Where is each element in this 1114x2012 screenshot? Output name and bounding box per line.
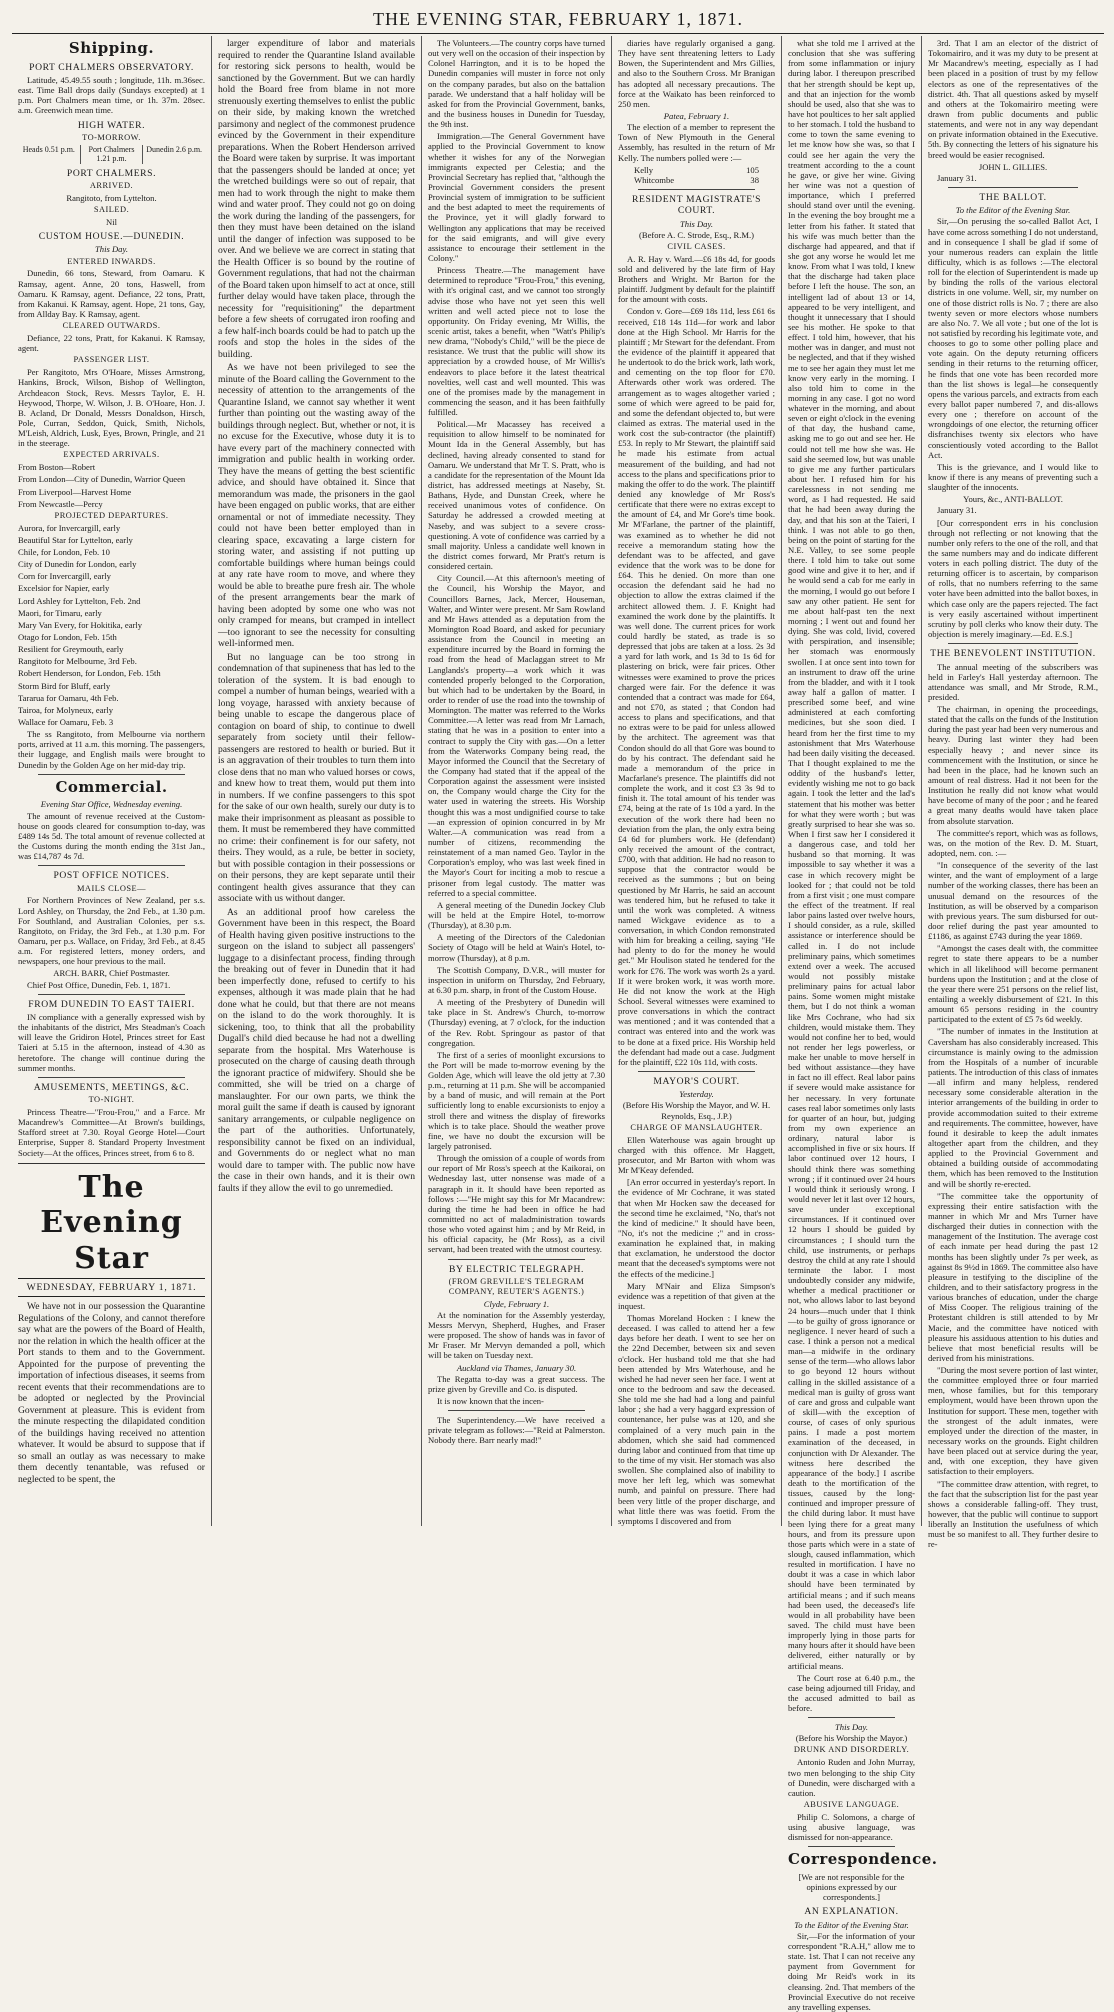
divider [638, 189, 755, 190]
leader-text: We have not in our possession the Quarantine Regulations of the Colony, and cannot therefore say what are the powers of the Board of Health, nor the relation in which the health officer at the Port stands to them and to the Government. Appointed for the purpose of preventing the importation of infectious diseases, it seems from recent events that their recommendations are to be adopted or neglected by the Provincial Government at pleasure. This is evident from the minute respecting the dilapidated condition of the buildings having received no attention whatever. It would be absurd to suppose that if so small an outlay as was necessary to make them decently tenantable, was refused or neglected to be spent, the [18, 1301, 205, 1485]
list-item: Wallace for Oamaru, Feb. 3 [18, 716, 114, 727]
superintendency-text: The Superintendency.—We have received a private telegram as follows:—"Reid at Palmerston. Nobody there. Barr nearly mad!" [428, 1415, 605, 1446]
list-item: Beautiful Star for Lyttelton, early [18, 534, 133, 545]
arrived-label: ARRIVED. [89, 180, 134, 190]
list-item: Aurora, for Invercargill, early [18, 522, 121, 533]
letter-date: January 31. [937, 172, 977, 183]
drunk-heading: DRUNK AND DISORDERLY. [793, 1745, 910, 1755]
ballot-date: January 31. [937, 505, 977, 516]
clyde-text: At the nomination for the Assembly yesterday, Messrs Mervyn, Shepherd, Hughes, and Fraser were proposed. The show of hands was in favor of Mr Fraser. Mr Mervyn demanded a poll, which will be taken on Tuesday next. [428, 1309, 605, 1361]
commercial-text: The amount of revenue received at the Custom-house on goods cleared for consumption to-day, was £489 14s 5d. The total amount of revenue collected at the Customs during the month ending the 31st Jan., was £14,787 4s 7d. [18, 810, 205, 862]
paragraph: "The committee take the opportunity of expressing their entire satisfaction with the manner in which Mr and Mrs Turner have discharged their duties in connection with the management of the Institution. The average cost of each inmate per head during the past 12 months has been slightly under 7s per week, as against 8s 9½d in 1869. The committee also have pleasure in testifying to the discipline of the children, and to their satisfactory progress in the various branches of education, under the charge of Miss Cooper. The religious training of the Protestant children is still attended to by Mr Macie, and the committee have noticed with pleasure his assiduous attention to his duties and believe that most beneficial results will be derived from his ministrations. [928, 1190, 1098, 1363]
explanation-text: Sir,—For the information of your correspondent "R.A.H," allow me to state. 1st. That I can not receive any payment from Government for doing Mr Reid's work in its cleansing. 2nd. That members of the Provincial Executive do not receive any travelling expenses. [788, 1930, 915, 2012]
paragraph: The annual meeting of the subscribers was held in Farley's Hall yesterday afternoon. The attendance was small, and Mr Strode, R.M., presided. [928, 661, 1098, 702]
auckland-text: The Regatta to-day was a great success. The prize given by Greville and Co. is disputed. [428, 1373, 605, 1394]
postmaster-signature: ARCH. BARR, Chief Postmaster. [53, 968, 170, 979]
this-day-label: This Day. [95, 244, 128, 255]
signature: JOHN L. GILLIES. [978, 161, 1048, 172]
candidate-votes: 38 [750, 174, 759, 185]
sailed-text: Nil [106, 216, 117, 227]
column-2 [212, 36, 422, 1526]
list-item: Tairoa, for Molyneux, early [18, 704, 114, 715]
paragraph: Thomas Moreland Hocken : I knew the deceased. I was called to attend her a few days before her death. I went to see her on the 22nd December, between six and seven o'clock. Her husband told me that she had been attended by Mrs Waterhouse, and he wished he had never seen her face. I went at once to the bedroom and saw the deceased. She told me she had had a long and painful labor ; she had a very haggard expression of countenance, her pulse was at 120, and she complained of a very much pain in the abdomen, which she said had commenced during labor and continued from that time up to the time of my visit. Her stomach was also swollen. She complained also of inability to move her left leg, which was somewhat numb, and painful on pressure. There had been very little of the proper discharge, and what little there was was foetid. From the symptoms I discovered and from [618, 1313, 775, 1526]
auckland-dateline: Auckland via Thames, January 30. [456, 1362, 577, 1373]
paragraph: "The committee draw attention, with regret, to the fact that the subscription list for the past year shows a considerable falling-off. They trust, however, that the public will continue to support liberally an Institution the usefulness of which must be so manifest to all. They further desire to re- [928, 1478, 1098, 1550]
list-item: Lord Ashley for Lyttelton, Feb. 2nd [18, 595, 141, 606]
explanation-continued: 3rd. That I am an elector of the district of Tokomairiro, and it was my duty to be present at Mr Macandrew's meeting, especially as I had been placed in a position of trust by my fellow electors as one of the representatives of the district. 4th. That all questions asked by myself and others at the Tokomairiro meeting were drawn from public documents and public statements, and were not in any way dependant on private information obtained in the Executive. 5th. By connecting the letters of his signature his breed would be easier recognised. [928, 38, 1098, 160]
passenger-list-label: PASSENGER LIST. [73, 355, 150, 365]
auckland-text-2: It is now known that the incen- [437, 1395, 544, 1406]
list-item: From London—City of Dunedin, Warrior Queen [18, 474, 186, 485]
paragraph: Ellen Waterhouse was again brought up charged with this offence. Mr Haggett, prosecutor, and Mr Barton with whom was Mr M'Keay defended. [618, 1134, 775, 1176]
paragraph: "The number of inmates in the Institution at Caversham has also considerably increased. This circumstance is mainly owing to the admission from the Hospitals of a number of incurable patients. The introduction of this class of inmates—all infirm and many helpless, rendered necessary some considerable alteration in the interior arrangements of the building in order to provide accommodation suited to their extreme and requirements. The committee, however, have found it desirable to keep the adult inmates altogether apart from the children, and they applied to the Provincial Government and obtained a building outside of accommodating them, which has been removed to the Institution and will be shortly re-erected. [928, 1026, 1098, 1189]
leader-article [18, 1301, 205, 1485]
paragraph: "During the most severe portion of last winter, the committee employed three or four married men, whose families, but for this temporary employment, would have been thrown upon the Institution for support. These men, together with the strongest of the adult inmates, were employed under the direction of the master, in necessary works on the grounds. Eight children have been placed out at service during the year, and, with one exception, they have given satisfaction to their employers. [928, 1365, 1098, 1477]
expected-heading: EXPECTED ARRIVALS. [63, 450, 160, 460]
projected-heading: PROJECTED DEPARTURES. [54, 510, 169, 520]
paper-date: WEDNESDAY, FEBRUARY 1, 1871. [18, 1278, 205, 1297]
divider [638, 1071, 755, 1072]
list-item: Mary Van Every, for Hokitika, early [18, 619, 143, 630]
mails-text: For Northern Provinces of New Zealand, per s.s. Lord Ashley, on Thursday, the 2nd Feb., at 1.30 p.m. For Southland, and Australian Colonies, per s.s. Rangitoto, on Friday, the 3rd Feb., at 1.30 p.m. For Oamaru, per p.s. Wallace, on Friday, 3rd Feb., at 8.45 a.m. For registered letters, money orders, and newspapers, one hour previous to the mail. [18, 895, 205, 967]
paragraph: A general meeting of the Dunedin Jockey Club will be held at the Empire Hotel, to-morrow (Thursday), at 8.30 p.m. [428, 899, 605, 931]
paragraph: As we have not been privileged to see the minute of the Board calling the Government to the necessity of attention to the arrangements of the Quarantine Island, we cannot say whether it went further than pointing out the wasting away of the buildings through neglect. But, whether or not, it is no excuse for the Executive, whose duty it is to have every part of the machinery connected with immigration and public health in working order. They have the means of getting the best scientific advice, and should have obtained it. Since that memorandum was made, the prisoners in the gaol have been engaged on public works, that are either ornamental or not of immediate necessity. They could not have been better employed than in clearing space, excavating a large cistern for storing water, and assisting if not putting up comfortable buildings where human beings could at any rate have room to move, and where they would be able to breathe pure fresh air. The whole of the present arrangements bear the mark of having been adopted by some one who was not only cramped for means, but cramped in intellect—too ignorant to see the necessity for consulting well-informed men. [218, 362, 415, 649]
paragraph: larger expenditure of labor and materials required to render the Quarantine Island available for restoring sick persons to health, would be sanctioned by the Government. But we can hardly hold the Board free from blame in not more strenuously exerting themselves to enlist the public on their side, by making known the wretched parsimony and neglect of the commonest prudence evinced by the Government in their expenditure preparations. When the Robert Henderson arrived the Board were taken by surprise. It was important that the passengers should be landed at once; yet the wretched buildings were so out of repair, that men had to work through the night to make them wind and water proof. They could not go on doing the work during the landing of the passengers, for then they must have been detained on the island until the danger of infection was supposed to be over. And we believe we are correct in stating that the Health Officer is so bound by the routine of Government regulations, that had not the chairman of the Board taken upon himself to act at once, still further delay would have taken place, through the necessity for "requisitioning" the department before a few sheets of corrugated iron roofing and a few half-inch boards could be had to patch up the roofs and stop the holes in the sides of the building. [218, 38, 415, 360]
paragraph: The chairman, in opening the proceedings, stated that the calls on the funds of the Institution during the past year had been very numerous and heavy. During last winter they had been especially heavy ; and never since its commencement with the Institution, or since he had been in the place, had he known such an amount of real distress. Had it not been for the Institution he really did not know what would have become of many of the poor ; and he feared a great many deaths would have taken place from absolute starvation. [928, 704, 1098, 826]
column-6 [922, 36, 1104, 1550]
civil-cases-label: CIVIL CASES. [667, 241, 726, 251]
candidate-name: Whitcombe [634, 174, 675, 185]
observatory-heading: PORT CHALMERS OBSERVATORY. [29, 61, 194, 73]
mayors-court-day: Yesterday. [679, 1089, 714, 1100]
leader-continued [218, 38, 415, 1194]
list-item: From Liverpool—Harvest Home [18, 486, 132, 497]
rmc-before: (Before A. C. Strode, Esq., R.M.) [638, 229, 755, 240]
paragraph: But no language can be too strong in condemnation of that supineness that has led to the toleration of the system. It is bad enough to compel a number of human beings, wearied with a long voyage, harassed with anxiety because of being unable to escape the dangerous place of contagion on board of ship, to continue to dwell separately from society until their fellow-passengers are restored to health or buried. But it is an aggravation of their troubles to turn them into close dens that no man who valued horses or cows, and knew how to treat them, would put them into in numbers. If we confine passengers to this spot for the sake of our own health, surely our duty is to make their imprisonment as pleasant as possible to them. It must be remembered they have committed no crime: their confinement is for our safety, not theirs. They would, as a rule, be better in society, but with possible contagion in their possessions or on their persons, they are kept separate until their contingent health gives assurance that they can associate with us without danger. [218, 651, 415, 904]
port-heading: PORT CHALMERS. [66, 167, 157, 179]
list-item: City of Dunedin for London, early [18, 559, 137, 570]
divider [808, 1717, 895, 1718]
paragraph: A meeting of the Directors of the Caledonian Society of Otago will be held at Wain's Hotel, to-morrow (Thursday), at 8 p.m. [428, 932, 605, 963]
divider [808, 1846, 895, 1847]
paragraph: The Court rose at 6.40 p.m., the case being adjourned till Friday, and the accused admitted to bail as before. [788, 1672, 915, 1714]
drunk-text: Antonio Ruden and John Murray, two men belonging to the ship City of Dunedin, were discharged with a caution. [788, 1757, 915, 1798]
cleared-outwards-label: CLEARED OUTWARDS. [62, 321, 161, 331]
tide-table [18, 145, 205, 164]
list-item: From Boston—Robert [18, 462, 96, 473]
outwards-text: Defiance, 22 tons, Pratt, for Kakanui. K Ramsay, agent. [18, 333, 205, 354]
charge-heading: CHARGE OF MANSLAUGHTER. [630, 1122, 763, 1132]
expected-list [18, 462, 205, 509]
projected-list [18, 523, 205, 727]
divider [948, 187, 1078, 188]
telegraph-continued: diaries have regularly organised a gang. They have sent threatening letters to Lady Bowen, the Superintendent and Mrs Gillies, and also to the Southern Cross. Mr Branigan has adopted all necessary precautions. The force at the Waikato has been reinforced to 250 men. [618, 38, 775, 109]
benevolent-heading: THE BENEVOLENT INSTITUTION. [930, 648, 1096, 660]
divider [38, 994, 185, 995]
poll-row [634, 175, 759, 185]
paragraph: what she told me I arrived at the conclusion that she was suffering from some inflammation or injury during labor. I thereupon prescribed that her strength should be kept up, and that an injection for the womb should be used, also that she was to have hot poultices to her salt applied to her stomach. I told the husband to come to town the same evening to let me know how she was, so that I could see her again the very the treatment according to the a count he gave, or give her wine. Giving her wine was not a question of importance, which I preferred should stand over until the evening. In the evening the boy brought me a letter from his father. It stated that his wife was much better than the discharge had appeared, and that if she got any worse he would let me know. From what I was told, I knew that the discharge had taken place before I left the house. The son, an intelligent lad of about 13 or 14, appeared to be very intelligent, and thought it unnecessary that I should see his mother. He spoke to that effect. I told him, however, that his mother was in danger, and must not be neglected, and that if they wished me to see her again they must let me know very early in the morning. I also told him to come in the morning in any case. I got no word whatever in the morning, and about seven or eight o'clock in the evening of that day, the husband came, asking me to go out and see her. He could not tell me how she was. He said she seemed low, but was unable to give me any further particulars about her. I refused him for his carelessness in not sending me word, as I had requested. He said that he had been away during the day, and that his son at the Taieri, I think. I was not able to go then, being on the point of starting for the N.E. Valley, to see some people there. I told him to take out some good wine and give it to her, and if he would send a cab for me early in the morning, I would go out before I saw any other patient. He sent for me about half-past ten the next morning ; I went out and found her dying. She was cold, livid, covered with perspiration, and insensible; her stomach was enormously swollen. I at once sent into town for an instrument to draw off the urine from the bladder, and with it I took away half a gallon of matter. I prescribed some beef, and wine administered at each comforting medicines, but she soon died. I heard from her the first time to my astonishment that Mrs Waterhouse had been daily visiting the deceased. That I thought explained to me the oddity of the husband's letter, evidently wishing me not to go back again. I took the letter and the lad's statement that his mother was better for what they were worth ; but was greatly surprised to hear she was so. When I first saw her I considered it a dangerous case, and told her husband so that morning. It was impossible to say whether it was a case in which recovery might be looked for ; that could not be told from a first visit ; one must compare the effect of the treatment. If real labor pains lasted over twelve hours, I should consider, as a rule, skilled assistance or interference should be called in. I do not include preliminary pains, which sometimes extend over a week. The accused would not possibly mistake preliminary pains for actual labor pains. Some women might mistake them, but I do not think a woman like Mrs Cochrane, who had six children, would mistake them. They would not confine her to bed, would not render her legs powerless, or make her unable to move herself in bed without assistance—they have in fact no ill effect. Real labor pains if severe would make assistance for her necessary. In very fortunate cases real labor sometimes only lasts for quarter of an hour, but, judging from my own experience an ordinary, natural labor is accomplished in five or six hours. If labor continued over 12 hours, I should think there was something wrong ; if it continued over 24 hours I would think it seriously wrong. I would never let it last over 12 hours, save under exceptional circumstances. If it continued over 12 hours I should be guided by circumstances ; I should turn the child, use instruments, or perhaps destroy the child at any rate I should terminate the labor. I most undoubtedly consider any midwife, whether a medical practitioner or not, who allows labor to last beyond 24 hours—much under that I think—to be guilty of gross ignorance or negligence. I never heard of such a case. I think a person not a medical man—a midwife in the ordinary sense of the term—who allows labor to go beyond 12 hours without calling in the skilled assistance of a medical man is guilty of gross want of care and gross and culpable want of skill—with the exception of course, of cases of only spurious pains. I made a post mortem examination of the deceased, in conjunction with Dr Alexander. The witness here described the appearance of the body.] I ascribe death to the mortification of the tissues, caused by the long-continued and improper pressure of the child during labor. It must have been lying there for a great many hours, and from its pressure upon those parts which were in a state of slough, caused inflammation, which resulted in mortification. I have no doubt it was a case in which labor should have been terminated by artificial means ; and if such means had been used, the deceased's life would in all probability have been saved. The child must have been improperly lying in those parts for many hours after it should have been delivered, either naturally or by artificial means. [788, 38, 915, 1671]
today-before: (Before his Worship the Mayor.) [795, 1733, 908, 1744]
paragraph: A. R. Hay v. Ward.—£6 18s 4d, for goods sold and delivered by the late firm of Hay Brothers and Wright. Mr Barton for the plaintiff. Judgment by default for the plaintiff for the amount with costs. [618, 253, 775, 305]
divider [448, 1259, 585, 1260]
patea-dateline: Patea, February 1. [663, 110, 730, 121]
paragraph: Princess Theatre.—The management have determined to reproduce "Frou-Frou," this evening, with it's original cast, and we cannot too strongly advise those who have not yet seen this well written and well acted piece not to lose the opportunity. On Friday evening, Mr Willis, the scenic artist, takes a benefit, when "Watt's Philip's new drama, "Nobody's Child," will be the piece de resistance. We trust that the public will show its appreciation by a crowded house, of Mr Willis's endeavors to place before it the latest theatrical novelties, well cast and well mounted. This was one of the promises made by the management in commencing the season, and it has been faithfully fulfilled. [428, 265, 605, 418]
observatory-text: Latitude, 45.49.55 south ; longitude, 11h. m.36sec. east. Time Ball drops daily (Sundays excepted) at 1 p.m. Port Chalmers mean time, or 1h. 37m. 28sec. a.m. Greenwich mean time. [18, 75, 205, 116]
divider [38, 1077, 185, 1078]
paragraph: A meeting of the Presbytery of Dunedin will take place in St. Andrew's Church, to-morrow (Thursday) evening, at 7 o'clock, for the induction of the Rev. Robt. Springour as pastor of that congregation. [428, 997, 605, 1048]
tide-dunedin: Dunedin 2.6 p.m. [146, 144, 203, 154]
paragraph: City Council.—At this afternoon's meeting of the Council, his Worship the Mayor, and Councillors Barnes, Jack, Mercer, Houseman, Walter, and Winter were present. Mr Sam Rowland and Mr Haws attended as a deputation from the Mornington Road Board, and asked for pecuniary assistance from the Council in meeting an expenditure incurred by the Board in forming the road from the head of Maclaggan street to Mr Langlands's property—a work which it was contended properly belonged to the Corporation, but which had to be undertaken by the Board, in order to render of use the road into the township of Mornington. The matter was referred to the Works Committee.—A letter was read from Mr Larnach, stating that he was in a position to enter into a contract to supply the City with gas.—On a letter from the Waterworks Company being read, the Mayor informed the Council that the Secretary of the Company had stated that if the appeal of the Corporation against the assessment were insisted on, the Company would charge the City for the water used in watering the streets. His Worship thought this was a most undignified course to take—an expression of opinion concurred in by Mr Walter.—A communication was read from a number of citizens, recommending the reinstatement of a man named Geo. Taylor in the Corporation's employ, who was last week fined in the Mayor's Court for inciting a mob to rescue a prisoner from legal custody. The matter was referred to a special committee. [428, 573, 605, 898]
list-item: Otago for London, Feb. 15th [18, 631, 117, 642]
editor-note: [Our correspondent errs in his conclusion through not reflecting or not knowing that the number only refers to the one of the roll, and that the same numbers may and do indicate different voters in each polling district. The duty of the returning officer is to ascertain, by comparison of rolls, that no numbers referring to the same voter have been admitted into the ballot boxes, in which case only are the papers rejected. The fact is very easily ascertained without impertinent scrutiny by poll clerks who know their duty. The objection is merely imaginary.—Ed. E.S.] [928, 517, 1098, 640]
paragraph: Condon v. Gore—£69 18s 11d, less £61 6s received, £18 14s 11d—for work and labor done at the High School. Mr Harris for the plaintiff ; Mr Stewart for the defendant. From the evidence of the plaintiff it appeared that he undertook to do the brick work, lath work, and cementing on the top floor for £70. Afterwards other work was ordered. The arrangement as to wages altogether varied ; some of which were agreed to be paid for, and some the defendant objected to, but were claimed as extras. The material used in the work cost the sub-contractor (the plaintiff) £53. In reply to Mr Stewart, the plaintiff said he made his estimate from actual measurement of the building, and had not access to the plans and specifications prior to making the offer to do the work. The plaintiff denied any knowledge of Mr Ross's certificate that there were no extras except to the amount of £4, and Mr Gore's time book. Mr M'Farlane, the partner of the plaintiff, was examined as to whether he did not receive a memorandum stating how the defendant was to be affected, and gave evidence that the work was to be done for £64. This he denied. On more than one occasion the defendant said he had no objection to allow the extras claimed if the architect allowed them. J. F. Knight had examined the work done by the plaintiffs. It was well done. The current prices for work could hardly be stated, as trade is so depressed that jobs are taken at a loss. 2s 3d a yard for lath work, and 1s 3d to 1s 6d for plastering on brick, were fair prices. Other witnesses were examined to prove the prices charged were fair. For the defence it was contended that a contract was made for £64, and not £70, as stated ; that Condon had access to plans and specifications, and that no extras were to be paid for unless allowed by the architect. The agreement was that Condon should do all that Gore was bound to do by his contract. The defendant said he made a memorandum of the price in Macfarlane's presence. The plaintiffs did not complete the work, and it cost £3 3s 9d to finish it. The total amount of his tender was £74, being at the rate of 1s 10d a yard. In the execution of the work there had been no deviation from the plan, the only extra being £4 6d for plumbers work. He (defendant) only received the amount of the contract, £700, with that addition. He had no reason to suppose that the contractor would be received as the summons ; but on being questioned by Mr Harris, he said an account was tendered him, but he refused to take it until the work was completed. A witness named Wickgave evidence as to a conversation, in which Condon remonstrated with him for breaking a ceiling, saying "He had plenty to do for the money he would get." Mr Houlison stated he tendered for the work for £76. The work was worth 2s a yard. If it were broken work, it was worth more. He did not know the work at the High School. Several witnesses were examined to prove conversations in which the contract was mentioned ; and it was contended that a contract was entered into and the work was to be done at a fixed price. His Worship held the defendant had made out a case. Judgment for the plaintiff, £22 10s 11d, with costs. [618, 306, 775, 1067]
tide-heads: Heads 0.51 p.m. [18, 145, 81, 164]
mails-close-label: MAILS CLOSE— [76, 883, 147, 893]
paragraph: The committee's report, which was as follows, was, on the motion of the Rev. D. M. Stuart, adopted, nem. con. :— [928, 827, 1098, 859]
tonight-label: TO-NIGHT. [88, 1095, 135, 1105]
tide-port: Port Chalmers 1.21 p.m. [81, 145, 144, 164]
post-heading: POST OFFICE NOTICES. [53, 870, 170, 882]
clyde-dateline: Clyde, February 1. [483, 1298, 550, 1309]
candidate-votes: 105 [746, 164, 759, 175]
list-item: Maori, for Timaru, early [18, 607, 102, 618]
paragraph: Immigration.—The General Government have applied to the Provincial Government to know whether it wishes for any of the Norwegian immigrants expected per Celestia; and the Provincial Secretary has replied that, "although the Provincial Government considers the present Provincial system of immigration to be sufficient and the best adapted to meet the requirements of the Province, yet it will gladly forward to Wellington any applications that may be received for the said emigrants, and will give every assistance to encourage their settlement in the Colony." [428, 131, 605, 263]
sailed-label: SAILED. [93, 205, 130, 215]
rmc-day: This Day. [680, 218, 713, 229]
correspondence-note: [We are not responsible for the opinions expressed by our correspondents.] [798, 1871, 905, 1903]
list-item: Chile, for London, Feb. 10 [18, 547, 110, 557]
paper-nameplate: The Evening Star [40, 1169, 183, 1276]
shipping-heading: Shipping. [68, 39, 155, 57]
commercial-sub: Evening Star Office, Wednesday evening. [40, 799, 183, 810]
divider [948, 643, 1078, 644]
column-4 [612, 36, 782, 1526]
ballot-signature: Yours, &c., ANTI-BALLOT. [963, 494, 1063, 505]
column-1 [12, 36, 212, 1526]
amusements-heading: AMUSEMENTS, MEETINGS, &C. [33, 1081, 190, 1093]
taieri-text: IN compliance with a generally expressed wish by the inhabitants of the district, Mrs Steadman's Coach will leave the Gridiron Hotel, Princes street for East Taieri at 5.15 in the afternoon, instead of 4.30 as heretofore. The change will continue during the summer months. [18, 1012, 205, 1073]
list-item: Robert Henderson, for London, Feb. 15th [18, 668, 161, 679]
column-5 [782, 36, 938, 2012]
taieri-heading: FROM DUNEDIN TO EAST TAIERI. [28, 998, 195, 1010]
correspondence-heading: Correspondence. [788, 1850, 938, 1869]
patea-text: The election of a member to represent the Town of New Plymouth in the General Assembly, has resulted in the return of Mr Kelly. The numbers polled were :— [618, 122, 775, 163]
custom-heading: CUSTOM HOUSE.—DUNEDIN. [38, 231, 185, 243]
paragraph: [An error occurred in yesterday's report. In the evidence of Mr Cochrane, it was stated that when Mr Hocken saw the deceased for the second time he exclaimed, "No, that's not the kind of medicine." It should have been, "No, it's not the medicine ;" and in cross-examination he explained that, in making that exclamation, he understood the doctor meant that the deceased's symptoms were not the effects of the medicine.] [618, 1177, 775, 1279]
list-item: Tararua for Oamaru, 4th Feb. [18, 692, 119, 703]
paragraph: Sir,—On perusing the so-called Ballot Act, I have come across something I do not understand, and in consequence I shall be glad if some of your numerous readers can explain the little difficulty, which is as follows :—The electoral roll for the election of Superintendent is made up by binding the rolls of the various electoral districts in one volume. Well, sir, my number on one of those district rolls is No. 7 ; there are also twenty seven or more electors whose numbers are also No. 7. We all vote ; but one of the lot is not satisfied by recording his legitimate vote, and chooses to go to some other polling place and vote again. On the deputy returning officers sending in their returns to the returning officer, he finds that one vote has been recorded more than the list shows is legal—he consequently opens the various parcels, and extracts from each every ballot paper numbered 7, and dis-allows every one ; therefore on account of the wrongdoings of one elector, the returning officer disfranchises twenty six electors who have conscientiously voted according to the Ballot Act. [928, 216, 1098, 460]
paragraph: The Volunteers.—The country corps have turned out very well on the occasion of their inspection by Colonel Harrington, and it is to be hoped the Dunedin companies will muster in force not only on the company parades, but also on the battalion parade. We understand that a half holiday will be asked for from the Provincial Government, banks, and the business houses in Dunedin for Tuesday, the 9th inst. [428, 38, 605, 130]
divider [38, 774, 185, 775]
paragraph: "Amongst the cases dealt with, the committee regret to state there appears to be a number which in all likelihood will become permanent burdens upon the Institution ; and at the close of the year there were 251 persons on the relief list, entailing a weekly disbursement of £21. In this amount 65 persons residing in the country participated to the extent of £5 7s 6d weekly. [928, 943, 1098, 1025]
masthead [12, 6, 1104, 34]
paragraph: The Scottish Company, D.V.R., will muster for inspection in uniform on Thursday, 2nd February, at 6.30 p.m. sharp, in front of the Custom House. [428, 964, 605, 995]
amusements-text: Princess Theatre—"Frou-Frou," and a Farce. Mr Macandrew's Committee—At Brown's buildings, Stafford street at 7.30. Royal George Hotel—Court Enterprise, Supper 8. Standard Property Investment Society—At the offices, Princes street, from 6 to 8. [18, 1107, 205, 1158]
abusive-heading: ABUSIVE LANGUAGE. [803, 1799, 900, 1809]
post-office-place: Chief Post Office, Dunedin, Feb. 1, 1871. [27, 979, 171, 990]
inwards-text: Dunedin, 66 tons, Steward, from Oamaru. K Ramsay, agent. Anne, 20 tons, Haswell, from Oamaru. K Ramsay, agent. Defiance, 22 tons, Pratt, from Kakanui. K Ramsay, agent. Hope, 21 tons, Gay, from Allday Bay. K Ramsay, agent. [18, 268, 205, 319]
paragraph: This is the grievance, and I would like to know if there is any means of preventing such a slaughter of the innocents. [928, 461, 1098, 493]
explanation-to: To the Editor of the Evening Star. [794, 1919, 909, 1930]
high-water-heading: HIGH WATER. [77, 119, 146, 131]
paragraph: Through the omission of a couple of words from our report of Mr Ross's speech at the Kaikorai, on Wednesday last, utter nonsense was made of a paragraph in it. It should have been reported as follows :—"He might say this for Mr Macandrew: during the time he had been in office he had committed no act of maladministration towards those who voted against him ; and by Mr Reid, in his official capacity, he (Mr Ross), as a civil servant, had been treated with the utmost courtesy. [428, 1153, 605, 1255]
tomorrow-label: TO-MORROW. [82, 132, 141, 142]
divider [38, 865, 185, 866]
entered-inwards-label: ENTERED INWARDS. [67, 256, 156, 266]
masthead-title: THE EVENING STAR, FEBRUARY 1, 1871. [373, 9, 743, 29]
mayors-court-before: (Before His Worship the Mayor, and W. H. Reynolds, Esq., J.P.) [622, 1100, 771, 1121]
mayors-court-heading: MAYOR'S COURT. [653, 1076, 740, 1088]
poll-row [634, 165, 759, 175]
divider [18, 1163, 205, 1164]
arrived-text: Rangitoto, from Lyttelton. [66, 192, 157, 203]
paragraph: The first of a series of moonlight excursions to the Port will be made to-morrow evening by the Golden Age, which will leave the old jetty at 7.30 p.m., returning at 11 p.m. She will be accompanied by a band of music, and will remain at the Port sufficiently long to enable excursionists to enjoy a stroll there and witness the display of fireworks which is to take place. Should the weather prove fine, we have no doubt the excursion will be largely patronised. [428, 1049, 605, 1152]
commercial-heading: Commercial. [55, 777, 168, 796]
abusive-text: Philip C. Solomons, a charge of using abusive language, was dismissed for non-appearance. [788, 1811, 915, 1843]
column-3 [422, 36, 612, 1526]
ballot-heading: THE BALLOT. [979, 191, 1047, 203]
paragraph: Mary M'Nair and Eliza Simpson's evidence was a repetition of that given at the inquest. [618, 1280, 775, 1311]
list-item: Storm Bird for Bluff, early [18, 680, 111, 691]
divider [448, 1410, 585, 1411]
ballot-to: To the Editor of the Evening Star. [955, 205, 1071, 216]
rmc-heading: RESIDENT MAGISTRATE'S COURT. [631, 193, 762, 217]
explanation-heading: AN EXPLANATION. [804, 1906, 899, 1918]
list-item: Rangitoto for Melbourne, 3rd Feb. [18, 656, 137, 667]
today-label: This Day. [835, 1722, 868, 1733]
list-item: Corn for Invercargill, early [18, 571, 111, 582]
list-item: Excelsior for Napier, early [18, 583, 110, 594]
paragraph: "In consequence of the severity of the last winter, and the want of employment of a large number of the working classes, there has been an unusual demand on the resources of the Institution, as will be observed by a comparison with previous years. The sum disbursed for out-door relief during the past year amounted to £1186, as against £743 during the year 1869. [928, 860, 1098, 942]
paragraph: As an additional proof how careless the Government have been in this respect, the Board of Health having given positive instructions to the surgeon on the island to subject all passengers' luggage to a disinfectant process, finding through the breaking out of fever in Dunedin that it had been imperfectly done, refused to certify to his expenses, although it was made plain that he had done what he could, but that there are not means on the island to do the work thoroughly. It is sickening, too, to think that all the probability Dugall's child died because he had not a dwelling separate from the hospital. Mrs Waterhouse is prosecuted on the charge of causing death through the ignorant practice of midwifery. Should she be committed, she will be tried on a charge of manslaughter. For our own parts, we think the moral guilt the same if death is caused by ignorant sanitary arrangements, or culpable negligence on the part of the authorities. Unfortunately, responsibility cannot be fixed on an individual, and Governments do or neglect what no man would dare to tamper with. The public now have the case in their own hands, and it is their own faults if they allow the evil to go unremedied. [218, 906, 415, 1194]
list-item: From Newcastle—Percy [18, 498, 103, 509]
passengers-text: Per Rangitoto, Mrs O'Hoare, Misses Armstrong, Hankins, Brock, Wilson, Bishop of Wellington, Archdeacon Stock, Revs. Messrs Taylor, E. H. Heywood, Thorpe, W. Wilson, J. B. O'Hoare, Hon. J. B. Acland, Dr Donald, Messrs Donaldson, Hirsch, Pole, Curran, Seddon, Quick, Smith, Nichols, M'Leish, Aldrich, Lusk, Eyes, Brown, Pringle, and 21 in the steerage. [18, 367, 205, 449]
columns [12, 36, 1104, 2012]
list-item: Resilient for Greymouth, early [18, 644, 124, 655]
candidate-name: Kelly [634, 164, 654, 175]
paragraph: Political.—Mr Macassey has received a requisition to allow himself to be nominated for Mount Ida in the General Assembly, but has declined, having already consented to stand for Oamaru. We understand that Mr T. S. Pratt, who is a candidate for the representation of the Mount Ida district, has addressed meetings at Naseby, St. Bathans, Hyde, and Dunstan Creek, where he received unanimous votes of confidence. On Saturday he addressed a crowded meeting at Naseby, and was subject to a severe cross-questioning. A vote of confidence was carried by a small majority. Unless a candidate well known in the district comes forward, Mr Pratt's return is considered certain. [428, 419, 605, 572]
telegraph-sub: (FROM GREVILLE'S TELEGRAM COMPANY, REUTER'S AGENTS.) [448, 1276, 585, 1296]
telegraph-heading: BY ELECTRIC TELEGRAPH. [449, 1263, 584, 1275]
rangitoto-note: The ss Rangitoto, from Melbourne via northern ports, arrived at 11 a.m. this morning. The passengers, their luggage, and English mails were brought to Dunedin by the Golden Age on her mid-day trip. [18, 729, 205, 770]
